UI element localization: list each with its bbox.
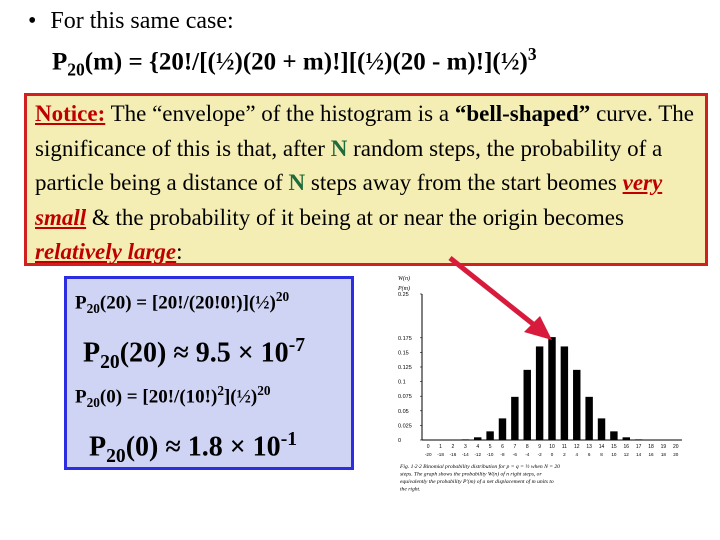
histogram-bar — [536, 346, 543, 440]
x-tick-label: 4 — [476, 444, 480, 450]
x-tick-label: -14 — [462, 452, 469, 457]
x-tick-label: 19 — [660, 444, 667, 450]
intro-text: For this same case: — [50, 8, 234, 34]
histogram-bar — [623, 437, 630, 440]
histogram-bar — [598, 418, 605, 440]
x-tick-label: 14 — [598, 444, 605, 450]
histogram-bar — [585, 397, 592, 440]
x-tick-label: -10 — [486, 452, 494, 457]
y-tick-label: 0.075 — [398, 394, 412, 401]
x-tick-label: 0 — [426, 444, 430, 450]
y-tick-label: 0.05 — [398, 408, 409, 415]
relatively-large-term: relatively large — [35, 239, 177, 264]
x-tick-label: -4 — [525, 452, 530, 457]
x-tick-label: 18 — [660, 452, 666, 457]
pointer-arrow — [440, 250, 560, 350]
x-tick-label: 10 — [549, 444, 555, 450]
notice-seg-2: curve. The significance of this is that, after — [35, 101, 694, 161]
notice-seg-3: random steps, the probability of a particle being a distance of — [35, 135, 663, 195]
notice-seg-4: steps away from the start beomes — [305, 170, 623, 195]
intro-line — [28, 8, 234, 35]
x-tick-label: -2 — [537, 452, 542, 457]
y-tick-label: 0 — [398, 438, 402, 444]
figure-caption-line: steps. The graph shows the probability W(n) of n right steps, or — [400, 471, 542, 478]
x-tick-label: 6 — [587, 452, 591, 457]
notice-box — [24, 93, 708, 266]
histogram-bar — [610, 431, 617, 440]
x-tick-label: 3 — [463, 444, 467, 450]
x-tick-label: 2 — [563, 452, 566, 457]
formula-sub: 20 — [67, 59, 85, 80]
x-tick-label: 16 — [648, 452, 654, 457]
x-tick-label: 16 — [623, 444, 630, 450]
histogram-bar — [499, 418, 506, 440]
very-small-term: very small — [35, 170, 663, 230]
arrow-shaft — [450, 258, 538, 328]
y-tick-label: 0.025 — [398, 423, 412, 430]
x-tick-label: 5 — [488, 444, 492, 450]
x-tick-label: 8 — [600, 452, 603, 457]
y-tick-label: 0.125 — [398, 365, 412, 371]
y-axis-label: P(m) — [398, 286, 410, 292]
x-tick-label: 6 — [501, 444, 504, 450]
figure-caption-line: Fig. 1·2·2 Binomial probability distribution for p = q = ½ when N = 20 — [400, 464, 560, 470]
calc-line-p20-20-formula: $P_{20}(20)$ = [20!/(20!0!)](½)$^{20}$ — [75, 289, 290, 317]
x-tick-label: 7 — [513, 444, 517, 450]
y-tick-label: 0.25 — [398, 292, 409, 298]
bullet-icon: • — [28, 8, 37, 34]
histogram-bar — [548, 337, 555, 440]
x-tick-label: 17 — [635, 444, 642, 450]
x-tick-label: 20 — [673, 444, 679, 450]
x-tick-label: 0 — [550, 452, 554, 457]
notice-text — [35, 97, 703, 270]
formula-sup: 3 — [527, 44, 537, 64]
histogram-bar — [511, 397, 518, 440]
n-symbol: N — [330, 135, 348, 161]
figure-caption-line: equivalently the probability P'(m) of a net displacement of m units to — [400, 479, 554, 485]
y-tick-label: 0.1 — [398, 379, 406, 386]
formula-body: (m) = {20!/[(½)(20 + m)!][(½)(20 - m)!](½) — [84, 48, 528, 76]
x-tick-label: -16 — [449, 452, 457, 457]
x-tick-label: -12 — [474, 452, 482, 457]
x-tick-label: 15 — [611, 444, 617, 450]
histogram-bar — [561, 346, 568, 440]
notice-seg-5: & the probability of it being at or near the origin becomes — [86, 204, 624, 230]
x-tick-label: -8 — [500, 452, 505, 457]
bell-shaped-term: “bell-shaped” — [454, 101, 591, 126]
x-tick-label: 4 — [575, 452, 579, 457]
histogram-bar — [573, 370, 580, 440]
x-tick-label: 18 — [648, 444, 654, 450]
x-tick-label: 2 — [451, 444, 455, 450]
x-tick-label: 12 — [573, 444, 580, 450]
x-tick-label: -18 — [437, 452, 444, 457]
x-tick-label: 1 — [439, 444, 442, 450]
histogram-bars — [424, 337, 679, 440]
histogram-bar — [462, 439, 469, 440]
x-tick-label: 11 — [561, 444, 567, 450]
notice-seg-6: : — [176, 239, 183, 264]
notice-seg-1: The “envelope” of the histogram is a — [105, 101, 455, 126]
n-symbol: N — [288, 170, 306, 195]
x-tick-label: 14 — [636, 452, 642, 457]
histogram-bar — [524, 370, 531, 440]
histogram-bar — [635, 439, 642, 440]
probability-formula — [52, 44, 537, 80]
calc-line-p20-20-value: $P_{20}(20) \approx 9.5 \times 10^{-7}$ — [83, 335, 306, 373]
x-tick-label: 12 — [623, 452, 629, 457]
calc-line-p20-0-value: $P_{20}(0) \approx 1.8 \times 10^{-1}$ — [89, 429, 298, 467]
x-tick-label: -6 — [512, 452, 517, 457]
formula-p: P — [52, 48, 68, 76]
histogram-bar — [474, 437, 481, 440]
calculation-box — [64, 276, 354, 470]
y-axis-label: W(n) — [398, 276, 410, 282]
x-tick-label: 9 — [538, 444, 542, 450]
x-tick-label: -20 — [424, 452, 432, 457]
y-tick-label: 0.175 — [398, 335, 412, 342]
histogram-bar — [486, 431, 493, 440]
x-tick-label: 13 — [586, 444, 592, 450]
x-tick-label: 20 — [673, 452, 679, 457]
calc-line-p20-0-formula: $P_{20}(0)$ = $[20!/(10!)^2](\frac{1}{2})^{20}$ — [75, 383, 271, 411]
x-tick-label: 8 — [525, 444, 529, 450]
x-tick-label: 10 — [611, 452, 617, 457]
y-tick-label: 0.15 — [398, 350, 409, 357]
notice-label: Notice: — [35, 101, 106, 126]
figure-caption-line: the right. — [400, 486, 421, 493]
